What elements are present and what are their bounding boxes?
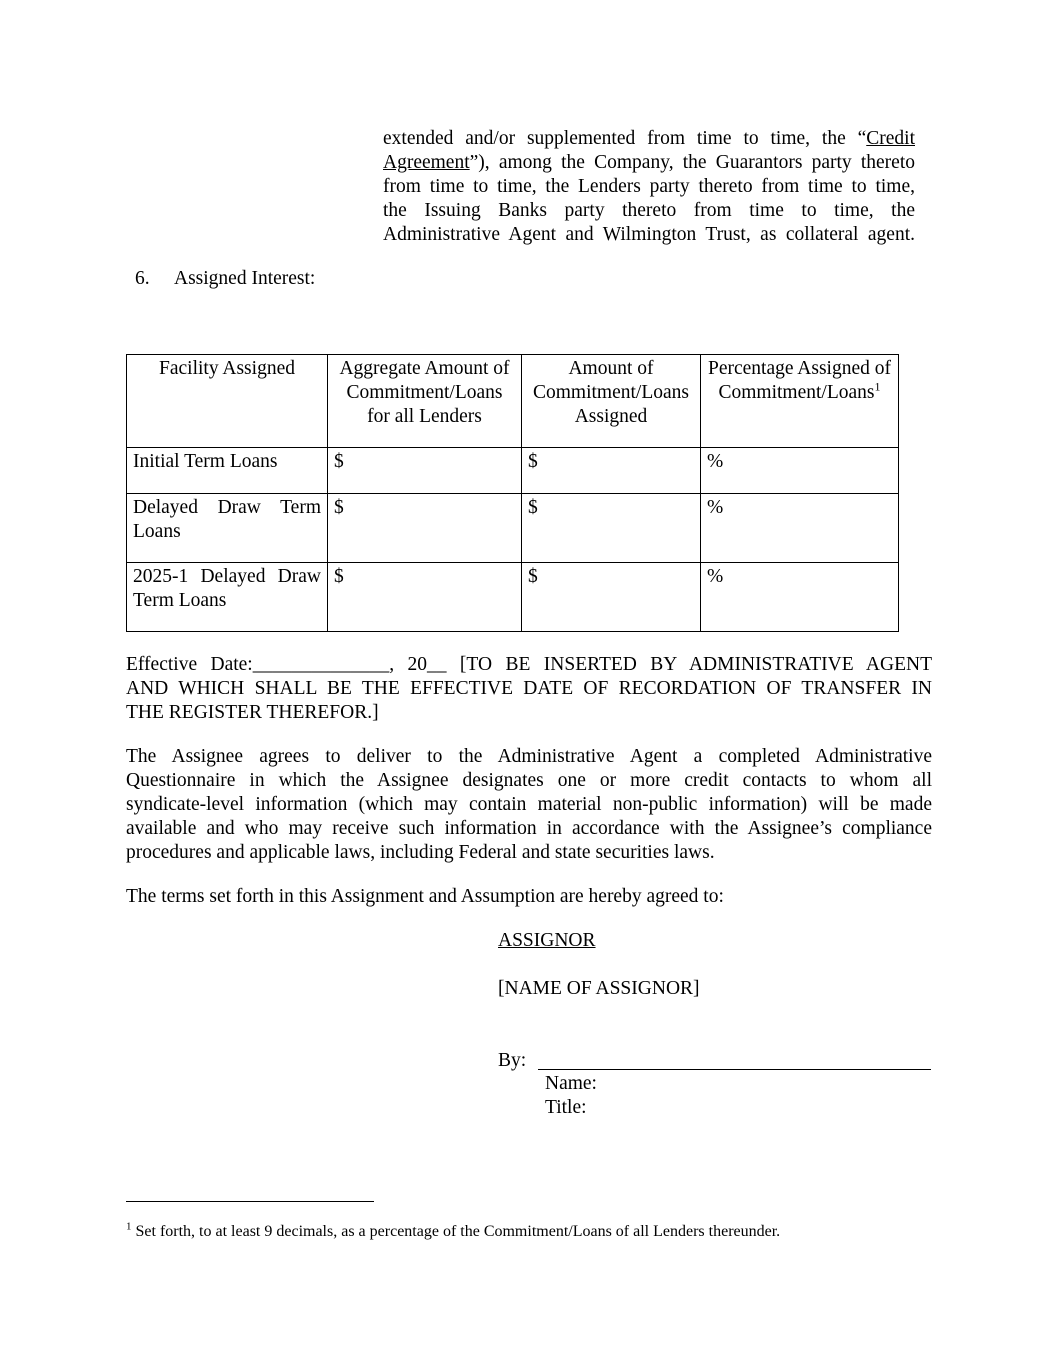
questionnaire-line-3: syndicate-level information (which may contain material non-public information) will be made <box>126 794 932 815</box>
footnote-ref: 1 <box>874 379 881 394</box>
preamble-line-5: Administrative Agent and Wilmington Trust, as collateral agent. <box>383 224 915 245</box>
footnote <box>126 1222 780 1242</box>
header-facility-assigned: Facility Assigned <box>127 355 328 448</box>
table-row <box>127 563 899 632</box>
name-label: Name: <box>545 1073 597 1094</box>
footnote-text: Set forth, to at least 9 decimals, as a percentage of the Commitment/Loans of all Lenders thereunder. <box>131 1223 781 1240</box>
questionnaire-line-1: The Assignee agrees to deliver to the Administrative Agent a completed Administrative <box>126 746 932 767</box>
cell-aggregate: $ <box>328 448 522 494</box>
item-6-label: Assigned Interest: <box>174 268 316 289</box>
preamble-line-4: the Issuing Banks party thereto from time to time, the <box>383 200 915 221</box>
preamble-paragraph <box>383 127 915 247</box>
effective-date-line-1: Effective Date:______________, 20__ [TO BE INSERTED BY ADMINISTRATIVE AGENT <box>126 654 932 675</box>
preamble-line-3: from time to time, the Lenders party thereto from time to time, <box>383 176 915 197</box>
title-label: Title: <box>545 1097 587 1118</box>
preamble-line-1: extended and/or supplemented from time to time, the “Credit <box>383 128 915 149</box>
cell-facility: Delayed Draw Term Loans <box>127 494 328 563</box>
header-percentage-assigned: Percentage Assigned of Commitment/Loans$^1$ <box>701 355 899 448</box>
effective-date-line-3: THE REGISTER THEREFOR.] <box>126 702 379 723</box>
effective-date-paragraph <box>126 653 932 725</box>
cell-amount: $ <box>522 448 701 494</box>
header-aggregate-amount: Aggregate Amount of Commitment/Loans for all Lenders <box>328 355 522 448</box>
terms-statement: The terms set forth in this Assignment and Assumption are hereby agreed to: <box>126 886 724 907</box>
questionnaire-paragraph <box>126 745 932 865</box>
footnote-marker: 1 <box>126 1220 132 1233</box>
by-label: By: <box>498 1050 527 1071</box>
preamble-line-2: Agreement”), among the Company, the Guarantors party thereto <box>383 152 915 173</box>
cell-amount: $ <box>522 563 701 632</box>
table-row <box>127 494 899 563</box>
cell-percent: % <box>701 448 899 494</box>
cell-aggregate: $ <box>328 494 522 563</box>
questionnaire-line-5: procedures and applicable laws, including Federal and state securities laws. <box>126 842 715 863</box>
cell-aggregate: $ <box>328 563 522 632</box>
item-6-number: 6. <box>135 268 150 289</box>
table-row <box>127 448 899 494</box>
table-header-row <box>127 355 899 448</box>
credit-agreement-term-cont: Agreement <box>383 152 470 173</box>
questionnaire-line-2: Questionnaire in which the Assignee designates one or more credit contacts to whom all <box>126 770 932 791</box>
assigned-interest-table <box>126 354 899 632</box>
cell-percent: % <box>701 494 899 563</box>
cell-facility: 2025-1 Delayed Draw Term Loans <box>127 563 328 632</box>
cell-percent: % <box>701 563 899 632</box>
cell-facility: Initial Term Loans <box>127 448 328 494</box>
footnote-separator <box>126 1201 374 1202</box>
signature-line <box>538 1069 931 1070</box>
cell-amount: $ <box>522 494 701 563</box>
questionnaire-line-4: available and who may receive such information in accordance with the Assignee’s compliance <box>126 818 932 839</box>
credit-agreement-term: Credit <box>866 128 915 149</box>
assignor-heading: ASSIGNOR <box>498 930 596 951</box>
header-amount-assigned: Amount of Commitment/Loans Assigned <box>522 355 701 448</box>
effective-date-line-2: AND WHICH SHALL BE THE EFFECTIVE DATE OF RECORDATION OF TRANSFER IN <box>126 678 932 699</box>
assignor-name-placeholder: [NAME OF ASSIGNOR] <box>498 978 700 999</box>
